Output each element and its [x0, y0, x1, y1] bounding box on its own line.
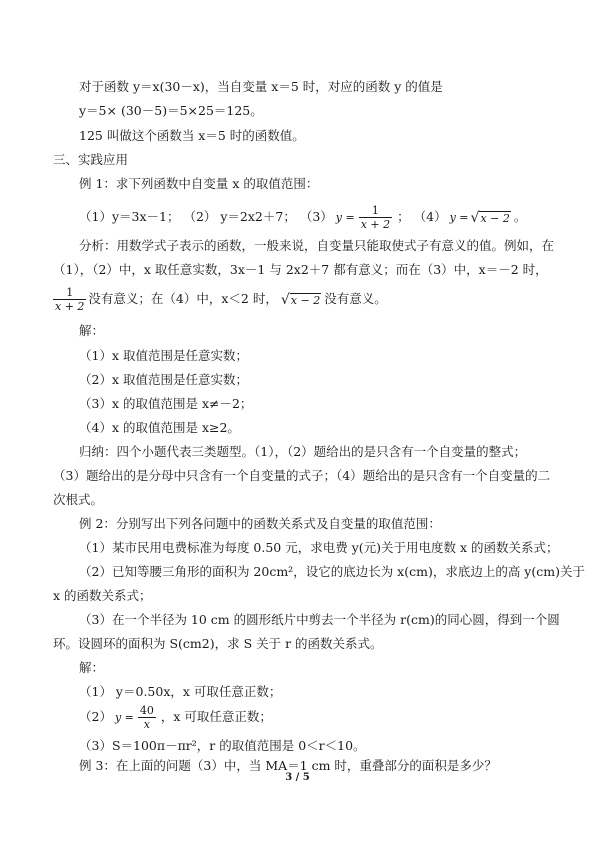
text-line: （3）题给出的是分母中只含有一个自变量的式子；（4）题给出的是只含有一个自变量的二 [53, 468, 551, 483]
text-span: 。 [513, 209, 527, 224]
fraction-denominator: x + 2 [360, 218, 391, 231]
page-number: 3 / 5 [285, 772, 310, 783]
radicand: x − 2 [480, 211, 510, 225]
text-line: （2）已知等腰三角形的面积为 20cm²，设它的底边长为 x(cm)，求底边上的高 y(cm)关于 [79, 564, 585, 579]
example1-items [79, 200, 526, 234]
radical-sign: √ [470, 209, 480, 226]
text-span: （1）y＝3x－1； （2） y＝2x2＋7； （3） [79, 209, 333, 224]
text-line-with-formula [79, 700, 272, 734]
text-line: （1） y＝0.50x，x 可取任意正数； [79, 684, 282, 699]
text-line: （3）S＝100π－πr²，r 的取值范围是 0＜r＜10。 [79, 738, 366, 753]
text-line: （1）x 取值范围是任意实数； [79, 348, 248, 363]
section-heading: 三、实践应用 [53, 152, 129, 167]
fraction [53, 286, 86, 313]
text-line: （2）x 取值范围是任意实数； [79, 372, 248, 387]
fraction [138, 704, 156, 731]
text-line: （1），（2）中，x 取任意实数，3x－1 与 2x2＋7 都有意义；而在（3）中，x＝－2 时， [53, 262, 548, 277]
text-line: （4）x 的取值范围是 x≥2。 [79, 420, 240, 435]
radicand: x − 2 [290, 293, 321, 307]
text-line: 归纳：四个小题代表三类题型。（1），（2）题给出的是只含有一个自变量的整式； [79, 444, 527, 459]
text-line: 解： [79, 323, 105, 338]
formula-fraction [115, 701, 158, 735]
text-line: y＝5× (30－5)＝5×25＝125。 [79, 103, 263, 118]
text-line: 解： [79, 660, 105, 675]
formula-lhs: y = [449, 210, 469, 224]
fraction-denominator: x [143, 718, 150, 731]
fraction-denominator: x + 2 [55, 300, 85, 313]
text-span: （2） [79, 709, 112, 724]
text-line: 例 3：在上面的问题（3）中，当 MA＝1 cm 时，重叠部分的面积是多少？ [79, 758, 497, 773]
fraction-numerator: 1 [359, 204, 392, 218]
fraction-numerator: 40 [139, 704, 154, 717]
formula-fraction-3 [336, 201, 394, 235]
text-span: 没有意义。 [324, 291, 387, 306]
text-line: 分析：用数学式子表示的函数，一般来说，自变量只能取使式子有意义的值。例如，在 [79, 238, 555, 253]
text-line: 例 1：求下列函数中自变量 x 的取值范围： [79, 176, 319, 191]
formula-lhs: y = [114, 710, 134, 724]
text-line-with-formulas [53, 282, 387, 316]
text-line: 对于函数 y＝x(30－x)，当自变量 x＝5 时，对应的函数 y 的值是 [79, 79, 443, 94]
text-span: ，x 可取任意正数； [160, 709, 272, 724]
text-line: 例 2：分别写出下列各问题中的函数关系式及自变量的取值范围： [79, 516, 441, 531]
formula-sqrt [281, 283, 321, 317]
text-line: （1）某市民用电费标准为每度 0.50 元，求电费 y(元)关于用电度数 x 的函数关系式； [79, 540, 559, 555]
text-line: 次根式。 [53, 492, 104, 507]
text-line: 环。设圆环的面积为 S(cm2)，求 S 关于 r 的函数关系式。 [53, 636, 383, 651]
formula-lhs: y = [335, 210, 355, 224]
text-line: 125 叫做这个函数当 x＝5 时的函数值。 [79, 128, 305, 143]
text-span: ； （4） [397, 209, 447, 224]
text-line: （3）在一个半径为 10 cm 的圆形纸片中剪去一个半径为 r(cm)的同心圆，得到一个圆 [79, 612, 560, 627]
formula-sqrt-4 [450, 201, 511, 235]
fraction-numerator: 1 [53, 286, 86, 300]
text-span: 没有意义；在（4）中，x＜2 时， [88, 291, 278, 306]
fraction [359, 204, 392, 231]
text-line: x 的函数关系式； [53, 588, 152, 603]
radical-sign: √ [280, 291, 290, 308]
text-line: （3）x 的取值范围是 x≠－2； [79, 396, 253, 411]
